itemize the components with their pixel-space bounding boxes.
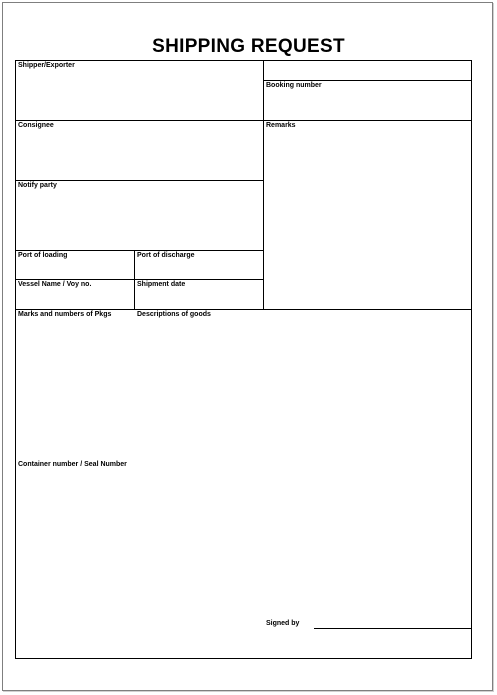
notify-party-label: Notify party: [18, 182, 57, 189]
remarks-label: Remarks: [266, 122, 296, 129]
shipment-date-label: Shipment date: [137, 281, 186, 288]
document-title: SHIPPING REQUEST: [152, 36, 345, 57]
divider-consignee-bottom: [15, 180, 264, 181]
signature-line: [314, 628, 471, 629]
form-border-top: [15, 60, 472, 61]
descriptions-of-goods-label: Descriptions of goods: [137, 311, 211, 318]
divider-vertical-main: [263, 60, 264, 310]
divider-ports-middle: [134, 250, 135, 310]
vessel-name-label: Vessel Name / Voy no.: [18, 281, 92, 288]
page-frame: [2, 2, 493, 691]
marks-numbers-label: Marks and numbers of Pkgs: [18, 311, 112, 318]
container-seal-number-label: Container number / Seal Number: [18, 461, 127, 468]
shipper-exporter-label: Shipper/Exporter: [18, 62, 75, 69]
port-of-discharge-label: Port of discharge: [137, 252, 195, 259]
divider-booking-top: [263, 80, 471, 81]
divider-shipper-bottom: [15, 120, 472, 121]
consignee-label: Consignee: [18, 122, 54, 129]
port-of-loading-label: Port of loading: [18, 252, 68, 259]
divider-notify-bottom: [15, 250, 264, 251]
form-border-bottom: [15, 658, 472, 659]
divider-goods-top: [15, 309, 472, 310]
form-border-left: [15, 60, 16, 659]
divider-ports-bottom: [15, 279, 264, 280]
form-border-right: [471, 60, 472, 659]
booking-number-label: Booking number: [266, 82, 322, 89]
signed-by-label: Signed by: [266, 620, 300, 627]
